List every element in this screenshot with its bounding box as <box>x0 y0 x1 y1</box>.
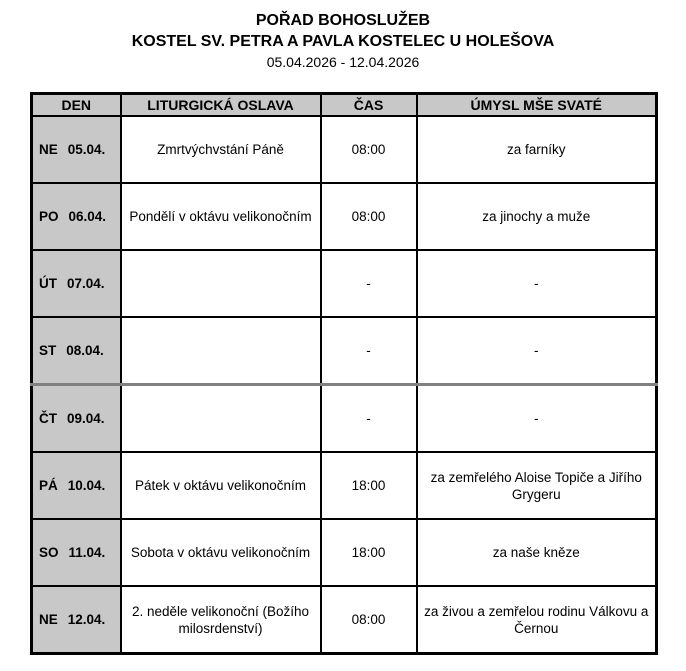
intention-cell: - <box>417 250 657 317</box>
table-row <box>32 183 657 250</box>
day-label <box>33 410 120 427</box>
liturgy-cell <box>121 317 321 385</box>
day-cell <box>32 452 121 519</box>
day-abbrev: NE <box>39 142 58 157</box>
day-label <box>33 544 120 561</box>
intention-cell: za naše kněze <box>417 519 657 586</box>
intention-cell: za farníky <box>417 116 657 183</box>
header-row <box>32 94 657 117</box>
table-row <box>32 586 657 654</box>
day-abbrev: SO <box>39 545 59 560</box>
day-abbrev: ÚT <box>39 276 57 291</box>
date-range: 05.04.2026 - 12.04.2026 <box>266 54 420 70</box>
time-cell: 18:00 <box>321 452 417 519</box>
column-header-day: DEN <box>32 94 121 117</box>
day-label <box>33 342 120 359</box>
liturgy-cell <box>121 385 321 453</box>
day-date: 11.04. <box>68 545 106 560</box>
liturgy-cell: Zmrtvýchvstání Páně <box>121 116 321 183</box>
day-cell <box>32 586 121 654</box>
document-header <box>0 0 686 73</box>
day-date: 05.04. <box>67 142 106 157</box>
time-cell: 08:00 <box>321 116 417 183</box>
church-subtitle: KOSTEL SV. PETRA A PAVLA KOSTELEC U HOLEŠOVA <box>131 33 555 50</box>
intention-cell: - <box>417 385 657 453</box>
day-cell <box>32 385 121 453</box>
day-date: 07.04. <box>67 276 105 291</box>
table-row <box>32 519 657 586</box>
day-cell <box>32 250 121 317</box>
table-row <box>32 116 657 183</box>
intention-cell: za živou a zemřelou rodinu Válkovu a Černou <box>417 586 657 654</box>
day-cell <box>32 116 121 183</box>
liturgy-cell: 2. neděle velikonoční (Božího milosrdenství) <box>121 586 321 654</box>
liturgy-cell: Sobota v oktávu velikonočním <box>121 519 321 586</box>
liturgy-cell <box>121 250 321 317</box>
day-abbrev: NE <box>39 612 58 627</box>
day-cell <box>32 183 121 250</box>
time-cell: 08:00 <box>321 183 417 250</box>
day-abbrev: PO <box>39 209 59 224</box>
column-header-time: ČAS <box>321 94 417 117</box>
day-cell <box>32 317 121 385</box>
table-row <box>32 452 657 519</box>
time-cell: - <box>321 385 417 453</box>
liturgy-cell: Pátek v oktávu velikonočním <box>121 452 321 519</box>
day-date: 12.04. <box>67 612 106 627</box>
day-label <box>33 141 120 158</box>
time-cell: - <box>321 317 417 385</box>
table-header <box>32 94 657 117</box>
time-cell: 08:00 <box>321 586 417 654</box>
column-header-intention: ÚMYSL MŠE SVATÉ <box>417 94 657 117</box>
table-row <box>32 317 657 385</box>
liturgy-cell: Pondělí v oktávu velikonočním <box>121 183 321 250</box>
intention-cell: za zemřelého Aloise Topiče a Jiřího Grygeru <box>417 452 657 519</box>
day-date: 08.04. <box>66 343 104 358</box>
table-row <box>32 250 657 317</box>
day-abbrev: ČT <box>39 411 57 426</box>
table-row <box>32 385 657 453</box>
time-cell: - <box>321 250 417 317</box>
day-label <box>33 477 120 494</box>
mass-schedule-table <box>30 92 658 655</box>
time-cell: 18:00 <box>321 519 417 586</box>
day-label <box>33 611 120 628</box>
intention-cell: za jinochy a muže <box>417 183 657 250</box>
day-cell <box>32 519 121 586</box>
day-date: 10.04. <box>67 478 106 493</box>
intention-cell: - <box>417 317 657 385</box>
column-header-liturgy: LITURGICKÁ OSLAVA <box>121 94 321 117</box>
table-body <box>32 116 657 654</box>
page-title: POŘAD BOHOSLUŽEB <box>255 12 431 29</box>
day-label <box>33 208 120 225</box>
day-abbrev: ST <box>39 343 57 358</box>
day-date: 09.04. <box>67 411 105 426</box>
day-label <box>33 275 120 292</box>
day-abbrev: PÁ <box>39 478 58 493</box>
day-date: 06.04. <box>68 209 107 224</box>
